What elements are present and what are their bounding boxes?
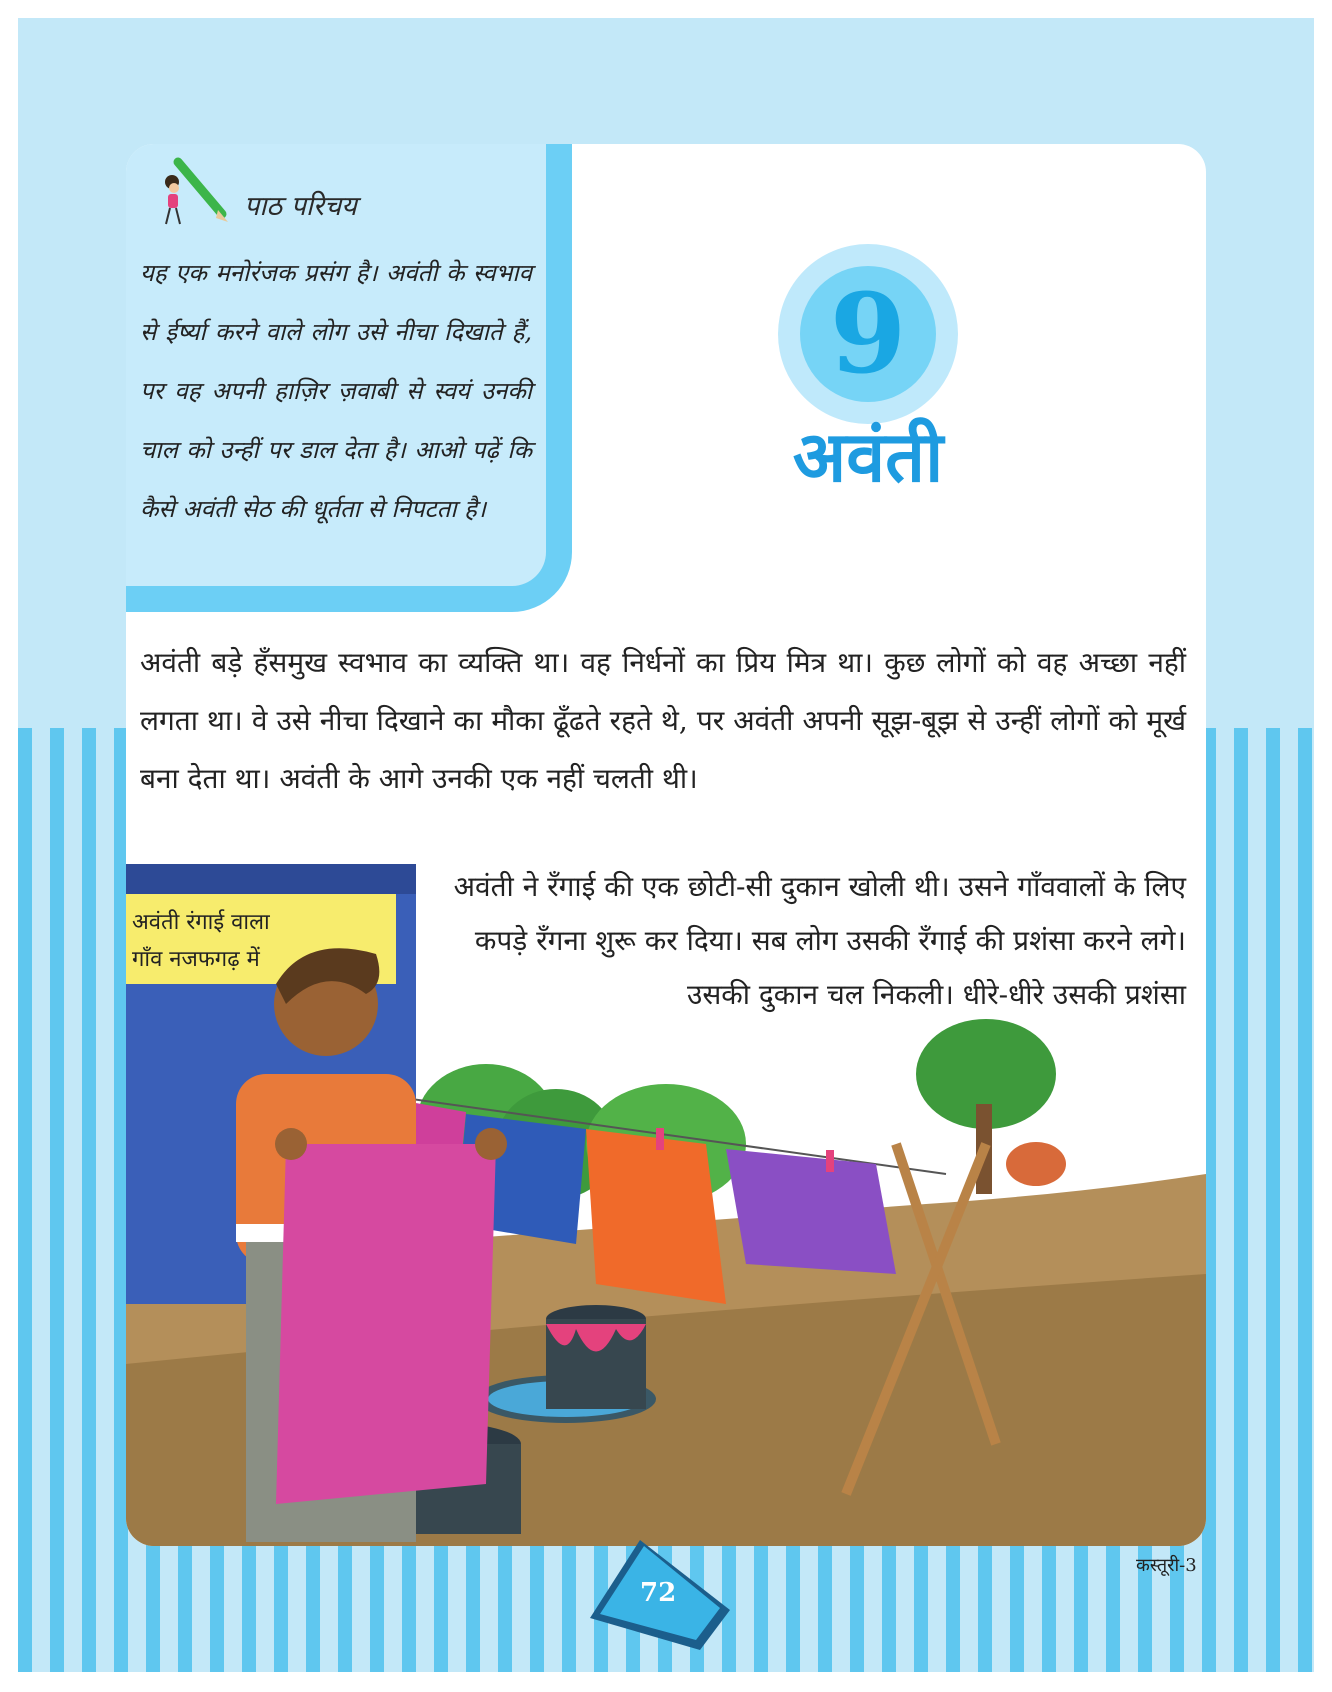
content-card [126,144,1206,1546]
intro-text: यह एक मनोरंजक प्रसंग है। अवंती के स्वभाव से ईर्ष्या करने वाले लोग उसे नीचा दिखाते हैं, पर वह अपनी हाज़िर ज़वाबी से स्वयं उनकी चाल को उन्हीं पर डाल देता है। आओ पढ़ें कि कैसे अवंती सेठ की धूर्तता से निपटता है। [140,259,532,523]
intro-box [126,144,572,612]
chapter-number: 9 [800,266,936,402]
chapter-title: अवंती [792,416,944,498]
book-name: कस्तूरी-3 [1136,1555,1197,1576]
shop-sign-line1: अवंती रंगाई वाला [132,910,270,935]
paragraph-2: अवंती ने रँगाई की एक छोटी-सी दुकान खोली थी। उसने गाँववालों के लिए कपड़े रँगना शुरू कर दिया। सब लोग उसकी रँगाई की प्रशंसा करने लगे। उसकी दुकान चल निकली। धीरे-धीरे उसकी प्रशंसा [453,870,1186,1011]
intro-heading: पाठ परिचय [244,191,357,222]
shop-sign-line2: गाँव नजफगढ़ में [132,947,260,972]
paragraph-1: अवंती बड़े हँसमुख स्वभाव का व्यक्ति था। वह निर्धनों का प्रिय मित्र था। कुछ लोगों को वह अच्छा नहीं लगता था। वे उसे नीचा दिखाने का मौका ढूँढते रहते थे, पर अवंती अपनी सूझ-बूझ से उन्हीं लोगों को मूर्ख बना देता था। अवंती के आगे उनकी एक नहीं चलती थी। [140,646,1186,795]
chapter-number-badge [778,244,958,424]
page-number: 72 [640,1578,677,1608]
girl-with-pencil-icon [156,152,236,232]
